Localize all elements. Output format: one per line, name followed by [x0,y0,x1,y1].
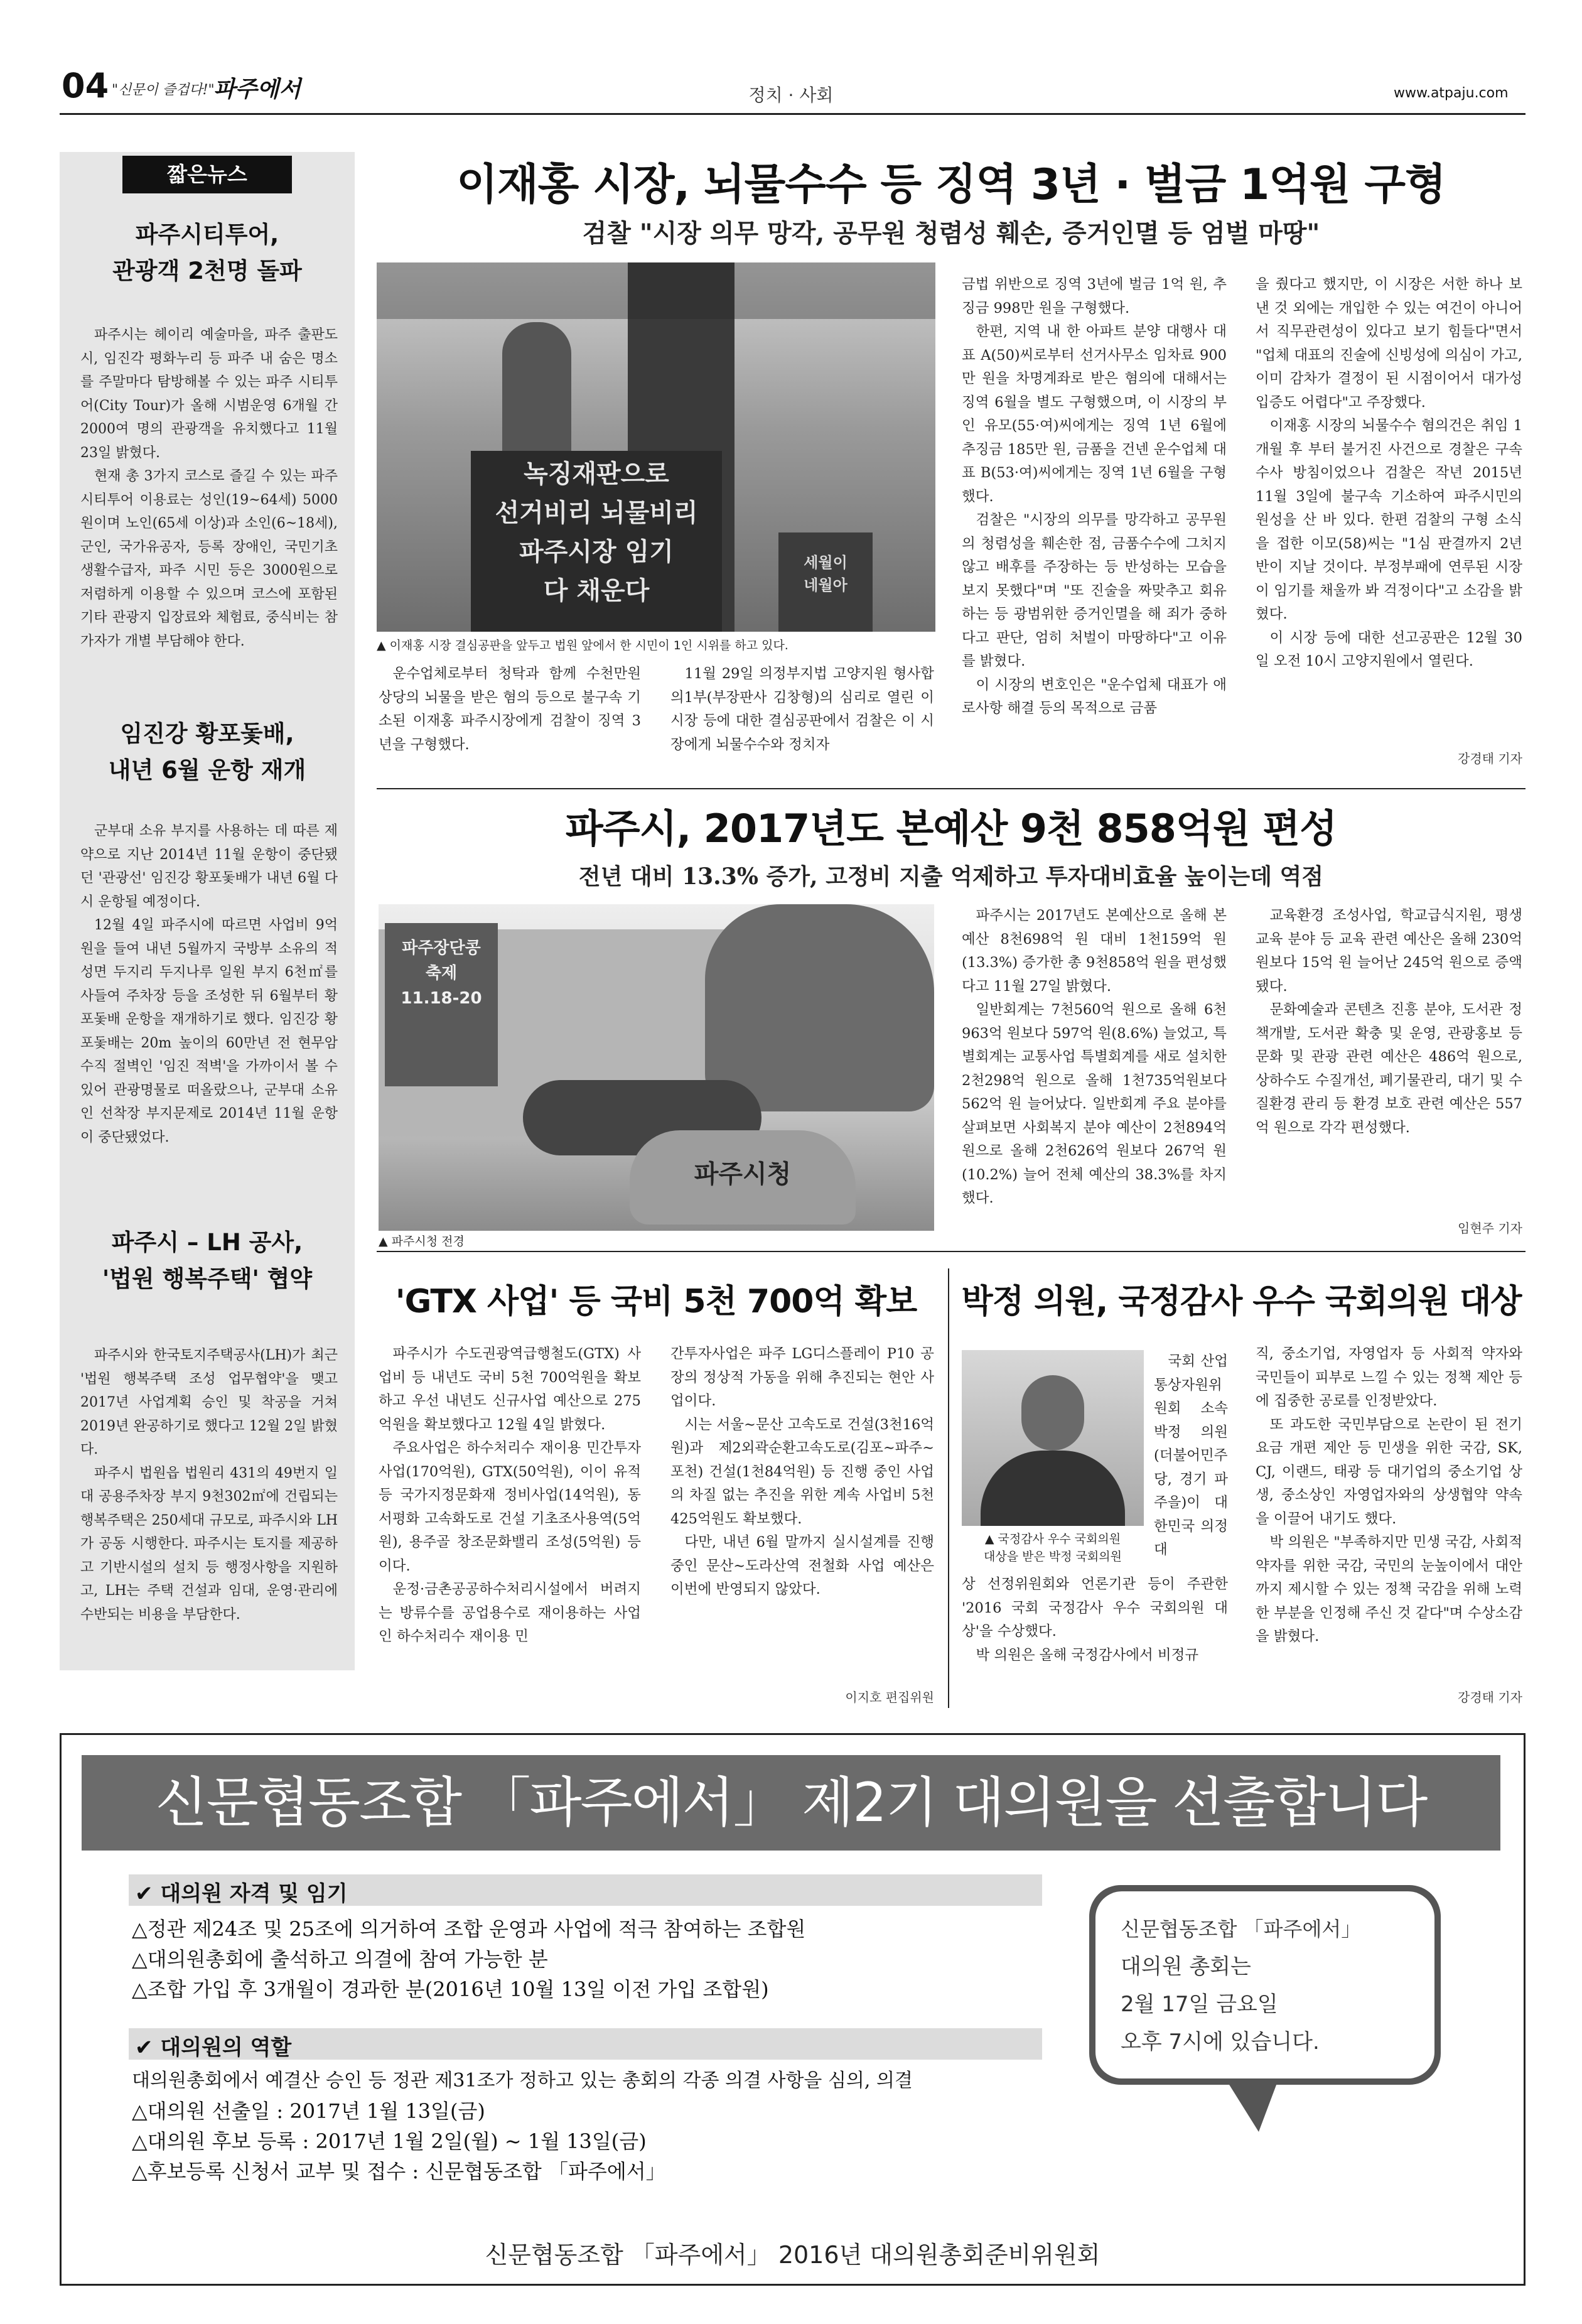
portrait-head-shape [1021,1375,1084,1451]
column-divider [948,1268,949,1708]
paragraph: 11월 29일 의정부지법 고양지원 형사합의1부(부장판사 김창형)의 심리로 열린 이 시장 등에 대한 결심공판에서 검찰은 이 시장에게 뇌물수수와 정치자 [670,666,934,753]
article-photo [962,1350,1144,1526]
ad-section-title [135,2030,291,2061]
paragraph: 파주시와 한국토지주택공사(LH)가 최근 '법원 행복주택 조성 업무협약'을 맺고 2017년 사업계획 승인 및 착공을 거쳐 2019년 완공하기로 했다고 12월 2일 밝혔다. [80,1348,338,1457]
ad-list-item: △후보등록 신청서 교부 및 접수 : 신문협동조합 「파주에서」 [132,2159,666,2183]
paragraph: 군부대 소유 부지를 사용하는 데 따른 제약으로 지난 2014년 11월 운항이 중단됐던 '관광선' 임진강 황포돛배가 내년 6월 다시 운항될 예정이다. [80,823,338,910]
pen-icon: ✔ [135,1881,153,1906]
ad-list-item: △정관 제24조 및 25조에 의거하여 조합 운영과 사업에 적극 참여하는 조합원 [132,1917,806,1941]
article-photo [377,262,935,632]
ad-list-item: 대의원총회에서 예결산 승인 등 정관 제31조가 정하고 있는 총회의 각종 의결 사항을 심의, 의결 [132,2070,913,2092]
paragraph: 이 시장의 변호인은 "운수업체 대표가 애로사항 해결 등의 목적으로 금품 [962,676,1227,716]
speech-bubble-inner [1095,1891,1434,2078]
protest-sign-line: 녹징재판으로 [524,460,669,489]
ad-section-title-text: 대의원 자격 및 임기 [160,1881,348,1906]
paragraph: 다만, 내년 6월 말까지 실시설계를 진행 중인 문산~도라산역 전철화 사업 예산은 이번에 반영되지 않았다. [670,1534,934,1597]
sidebar-news-body [80,1344,338,1626]
photo-caption [962,1530,1144,1565]
ad-list-item: △대의원 후보 등록 : 2017년 1월 2일(월) ~ 1월 13일(금) [132,2129,647,2153]
byline: 강경태 기자 [1458,1690,1522,1705]
portrait-body-shape [981,1451,1125,1526]
paragraph: 또 과도한 국민부담으로 논란이 된 전기요금 개편 제안 등 민생을 위한 국감, SK, CJ, 이랜드, 태광 등 대기업의 중소기업 상생, 중소상인 자영업자와의 상생협약 약속을 이끌어 내기도 했다. [1256,1416,1522,1527]
byline: 강경태 기자 [1458,751,1522,766]
short-news-badge [122,156,292,193]
protest-sign-line: 다 채운다 [543,576,650,605]
article-column [1256,273,1522,674]
sidebar-news-title-line: 파주시 – LH 공사, [111,1229,303,1256]
protest-sign-line: 선거비리 뇌물비리 [495,499,698,527]
bubble-line: 대의원 총회는 [1121,1954,1251,1979]
tree-shadow-shape [377,262,935,319]
protest-sign-line: 파주시장 임기 [519,538,674,566]
paragraph: 파주시가 수도권광역급행철도(GTX) 사업비 등 내년도 국비 5천 700억원을 확보하고 우선 내년도 신규사업 예산으로 275억원을 확보했다고 12월 4일 밝혔다. [379,1346,641,1433]
paragraph: 간투자사업은 파주 LG디스플레이 P10 공장의 정상적 가동을 위해 추진되는 현안 사업이다. [670,1346,934,1409]
sidebar-news-title [69,1224,345,1297]
announcement-title: 신문협동조합 「파주에서」 제2기 대의원을 선출합니다 [155,1771,1427,1834]
sidebar-news-title-line: 내년 6월 운항 재개 [108,757,306,784]
paragraph: 주요사업은 하수처리수 재이용 민간투자사업(170억원), GTX(50억원), 이이 유적 등 국가지정문화재 정비사업(14억원), 동서평화 고속화도로 건설 기초조사용역(5억원), 용주골 창조문화밸리 조성(5억원) 등이다. [379,1440,641,1574]
article-headline: 파주시, 2017년도 본예산 9천 858억원 편성 [565,806,1337,851]
announcement-title-bar [82,1755,1500,1851]
paragraph: 파주시는 2017년도 본예산으로 올해 본예산 8천698억 원 대비 1천159억 원(13.3%) 증가한 총 9천858억 원을 편성했다고 11월 27일 밝혔다. [962,907,1227,995]
festival-banner-line: 11.18-20 [401,989,482,1008]
paragraph: 직, 중소기업, 자영업자 등 사회적 약자와 국민들이 피부로 느낄 수 있는 정책 제안 등에 집중한 공로를 인정받았다. [1256,1346,1522,1409]
article-column [962,273,1227,721]
festival-banner [385,923,498,1086]
article-column [379,1343,641,1649]
paragraph: 교육환경 조성사업, 학교급식지원, 평생교육 분야 등 교육 관련 예산은 올해 230억 원보다 15억 원 늘어난 245억 원으로 증액됐다. [1256,907,1522,995]
page-number: 04 [62,66,109,105]
trees-shape [705,904,934,1111]
speech-bubble-tail [1227,2082,1278,2132]
photo-caption: ▲ 이재홍 시장 결심공판을 앞두고 법원 앞에서 한 시민이 1인 시위를 하고 있다. [377,639,788,652]
paragraph: 일반회계는 7천560억 원으로 올해 6천963억 원보다 597억 원(8.6%) 늘었고, 특별회계는 교통사업 특별회계를 새로 설치한 2천298억 원으로 올해 1천735억원보다 562억 원 늘어났다. 일반회계 주요 분야를 살펴보면 사회복지 분야 예산이 2천894억 원으로 올해 2천626억 원보다 267억 원(10.2%) 늘어 전체 예산의 38.3%를 차지했다. [962,1002,1227,1206]
byline: 이지호 편집위원 [845,1690,934,1705]
section-label: 정치 · 사회 [748,85,834,105]
article-photo [379,904,934,1231]
paragraph: 검찰은 "시장의 의무를 망각하고 공무원의 청렴성을 훼손한 점, 금품수수에 그치지 않고 배후를 주장하는 등 반성하는 모습을 보지 못했다"며 "또 진술을 짜맞추고 회유하는 등 광범위한 증거인멸을 해 죄가 중하다고 판단, 엄히 처벌이 마땅하다"고 이유를 밝혔다. [962,512,1227,669]
protest-sign-line: 네월아 [804,576,848,594]
article-column [1256,1343,1522,1649]
pen-icon: ✔ [135,2035,153,2060]
speech-bubble [1089,1885,1441,2085]
website-url[interactable]: www.atpaju.com [1394,85,1509,101]
paragraph: 박 의원은 "부족하지만 민생 국감, 사회적 약자를 위한 국감, 국민의 눈높이에서 대안까지 제시할 수 있는 정책 국감을 위해 노력한 부분을 인정해 주신 것 같다"며 수상소감을 밝혔다. [1256,1534,1522,1645]
festival-banner-line: 축제 [425,964,458,983]
paragraph: 운수업체로부터 청탁과 함께 수천만원 상당의 뇌물을 받은 혐의 등으로 불구속 기소된 이재홍 파주시장에게 검찰이 징역 3년을 구형했다. [379,666,641,753]
photo-caption-line: ▲ 국정감사 우수 국회의원 [984,1532,1121,1546]
ad-section-title-text: 대의원의 역할 [160,2035,292,2060]
article-headline: 박정 의원, 국정감사 우수 국회의원 대상 [961,1283,1522,1321]
article-column-narrow [1154,1350,1228,1562]
sidebar-news-body [80,323,338,653]
sidebar-news-title-line: 관광객 2천명 돌파 [112,257,302,284]
sidebar-news-title-line: 파주시티투어, [135,221,279,248]
short-news-badge-label: 짧은뉴스 [167,162,247,186]
byline: 임현주 기자 [1458,1221,1522,1236]
paragraph: 상 선정위원회와 언론기관 등이 주관한 '2016 국회 국정감사 우수 국회의원 대상'을 수상했다. [962,1576,1228,1640]
article-column [379,662,641,757]
paragraph: 현재 총 3가지 코스로 즐길 수 있는 파주 시티투어 이용료는 성인(19~64세) 5000원이며 노인(65세 이상)과 소인(6~18세), 군인, 국가유공자, 등록 장애인, 국민기초생활수급자, 파주 시민 등은 3000원으로 저렴하게 이용할 수 있으며 코스에 포함된 기타 관광지 입장료와 체험료, 중식비는 참가자가 개별 부담해야 한다. [80,468,338,649]
city-hall-stone-label: 파주시청 [694,1159,792,1189]
paragraph: 12월 4일 파주시에 따르면 사업비 9억 원을 들여 내년 5월까지 국방부 소유의 적성면 두지리 두지나루 일원 부지 6천㎡를 사들여 주차장 등을 조성한 뒤 6월부터 황포돛배 운항을 재개하기로 했다. 임진강 황포돛배는 20m 높이의 60만년 전 현무암 수직 절벽인 '임진 적벽'을 가까이서 볼 수 있어 관광명물로 떠올랐으나, 군부대 소유인 선착장 부지문제로 2014년 11월 운항이 중단됐었다. [80,917,338,1145]
paragraph: 운정·금촌공공하수처리시설에서 버려지는 방류수를 공업용수로 재이용하는 사업인 하수처리수 재이용 민 [379,1581,641,1645]
sidebar-news-title [69,217,345,289]
ad-list-item: △조합 가입 후 3개월이 경과한 분(2016년 10월 13일 이전 가입 조합원) [132,1977,769,2001]
paragraph: 시는 서울~문산 고속도로 건설(3천16억원)과 제2외곽순환고속도로(김포~파주~포천) 건설(1천84억원) 등 진행 중인 사업의 차질 없는 추진을 위한 계속 사업비 5천425억원도 확보했다. [670,1416,934,1527]
paragraph: 이 시장 등에 대한 선고공판은 12월 30일 오전 10시 고양지원에서 열린다. [1256,629,1522,669]
bubble-line: 2월 17일 금요일 [1121,1992,1278,2017]
sidebar-news-body [80,819,338,1149]
paragraph: 파주시는 헤이리 예술마을, 파주 출판도시, 임진각 평화누리 등 파주 내 숨은 명소를 주말마다 탐방해볼 수 있는 파주 시티투어(City Tour)가 올해 시범운영 6개월 간 2000여 명의 관광객을 유치했다고 11월 23일 밝혔다. [80,327,338,461]
sidebar-news-title-line: 임진강 황포돛배, [120,720,294,747]
article-headline: 이재홍 시장, 뇌물수수 등 징역 3년 · 벌금 1억원 구형 [456,160,1446,210]
article-subhead: 검찰 "시장 의무 망각, 공무원 청렴성 훼손, 증거인멸 등 엄벌 마땅" [582,219,1320,248]
city-hall-stone [630,1130,856,1224]
section-divider [377,788,1526,789]
article-subhead: 전년 대비 13.3% 증가, 고정비 지출 억제하고 투자대비효율 높이는데 역점 [578,863,1324,890]
photo-caption: ▲ 파주시청 전경 [379,1235,465,1248]
sidebar-news-title [69,716,345,789]
slogan: "신문이 즐겁다!" [112,82,215,98]
article-column [1256,904,1522,1140]
section-divider [377,1251,1526,1252]
announcement-footer: 신문협동조합 「파주에서」 2016년 대의원총회준비위원회 [485,2241,1100,2269]
paragraph: 문화예술과 콘텐츠 진흥 분야, 도서관 정책개발, 도서관 확충 및 운영, 관광홍보 등 문화 및 관광 관련 예산은 486억 원으로, 상하수도 수질개선, 폐기물관리, 대기 및 수질환경 관리 등 환경 보호 관련 예산은 557억 원으로 각각 편성했다. [1256,1002,1522,1136]
paragraph: 한편, 지역 내 한 아파트 분양 대행사 대표 A(50)씨로부터 선거사무소 임차료 900만 원을 차명계좌로 받은 혐의에 대해서는 징역 6월을 별도 구형했으며, 이 시장의 부인 유모(55·여)씨에게는 징역 1년 6월에 추징금 185만 원, 금품을 건넨 운수업체 대표 B(53·여)씨에게는 징역 1년 6월을 구형했다. [962,323,1227,505]
protest-sign [471,451,722,632]
article-column [962,1573,1228,1667]
ad-list-item: △대의원 선출일 : 2017년 1월 13일(금) [132,2099,485,2123]
paper-logo: 파주에서 [213,76,301,102]
bubble-line: 신문협동조합 「파주에서」 [1121,1917,1362,1941]
paragraph: 파주시 법원읍 법원리 431의 49번지 일대 공용주차장 부지 9천302㎡에 건립되는 행복주택은 250세대 규모로, 파주시와 LH가 공동 시행한다. 파주시는 토지를 제공하고 기반시설의 설치 등 행정사항을 지원하고, LH는 주택 건설과 임대, 운영·관리에 수반되는 비용을 부담한다. [80,1465,338,1623]
article-column [670,1343,934,1602]
ad-section-list [132,1914,1048,2004]
paragraph: 금법 위반으로 징역 3년에 벌금 1억 원, 추징금 998만 원을 구형했다. [962,276,1227,316]
ad-section-list [132,2066,1048,2186]
paragraph: 을 줬다고 했지만, 이 시장은 서한 하나 보낸 것 외에는 개입한 수 있는 여건이 아니어서 직무관련성이 있다고 보기 힘들다"면서 "업체 대표의 진술에 신빙성에 의심이 가고, 이미 감차가 결정이 된 시점이어서 대가성 입증도 어렵다"고 주장했다. [1256,276,1522,411]
ad-list-item: △대의원총회에 출석하고 의결에 참여 가능한 분 [132,1947,548,1971]
article-headline: 'GTX 사업' 등 국비 5천 700억 확보 [395,1283,917,1321]
paragraph: 이재홍 시장의 뇌물수수 혐의건은 취임 1개월 후 부터 불거진 사건으로 경찰은 구속 수사 방침이었으나 검찰은 작년 2015년 11월 3일에 불구속 기소하여 파주시민의 원성을 산 바 있다. 한편 검찰의 구형 소식을 접한 이모(58)씨는 "1심 판결까지 2년 반이 지날 것이다. 부정부패에 연루된 시장이 임기를 채울까 봐 걱정이다"고 소감을 밝혔다. [1256,418,1522,622]
paragraph: 국회 산업통상자원위원회 소속 박정 의원(더불어민주당, 경기 파주을)이 대한민국 의정대 [1154,1353,1228,1558]
header-rule [60,113,1526,115]
article-column [962,904,1227,1211]
sidebar-news-title-line: '법원 행복주택' 협약 [102,1265,313,1292]
festival-banner-line: 파주장단콩 [402,939,481,958]
paragraph: 박 의원은 올해 국정감사에서 비정규 [976,1646,1199,1663]
photo-caption-line: 대상을 받은 박정 국회의원 [983,1550,1122,1564]
ad-section-title [135,1876,348,1907]
bubble-line: 오후 7시에 있습니다. [1121,2029,1320,2055]
protest-sign-line: 세월이 [804,554,848,571]
protest-sign-secondary [778,532,873,632]
article-column [670,662,934,757]
